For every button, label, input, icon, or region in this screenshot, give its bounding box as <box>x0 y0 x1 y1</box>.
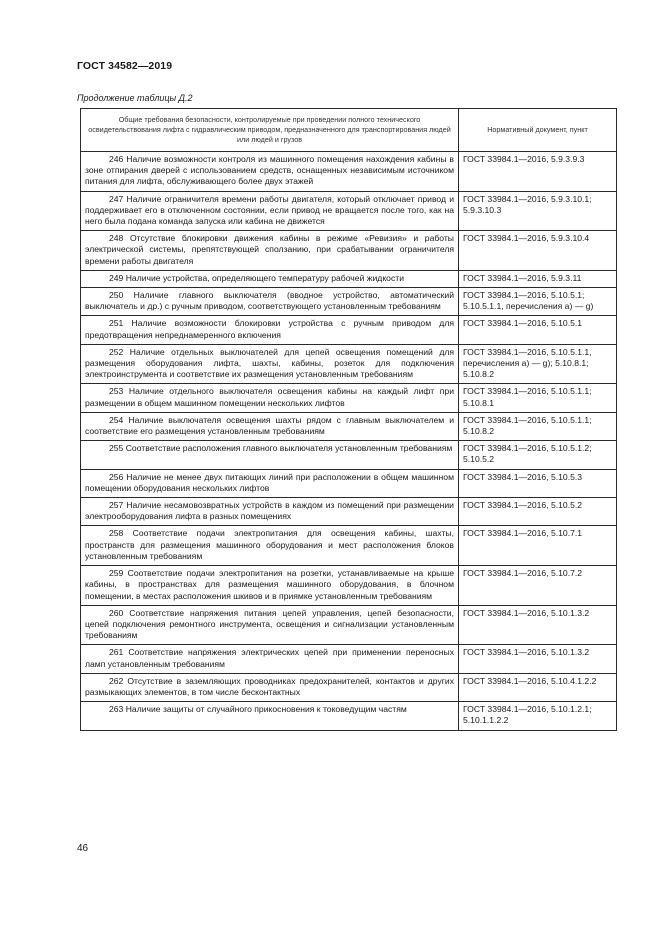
requirement-cell: 246 Наличие возможности контроля из машинного помещения нахождения кабины в зоне отпирания дверей с использованием средств, оснащенных независимым источником питания для лифта, обслуживающего более двух этажей <box>81 152 459 192</box>
table-row <box>81 231 617 271</box>
table-row <box>81 344 617 384</box>
table-caption: Продолжение таблицы Д.2 <box>77 93 193 103</box>
table-row <box>81 384 617 412</box>
requirement-cell: 253 Наличие отдельного выключателя освещения кабины на каждый лифт при размещении в общем машинном помещении нескольких лифтов <box>81 384 459 412</box>
document-cell: ГОСТ 33984.1—2016, 5.10.1.2.1; 5.10.1.1.2.2 <box>459 702 617 730</box>
document-cell: ГОСТ 33984.1—2016, 5.10.7.1 <box>459 526 617 566</box>
table-row <box>81 673 617 701</box>
document-cell: ГОСТ 33984.1—2016, 5.10.5.1.1; 5.10.8.1 <box>459 384 617 412</box>
requirement-cell: 258 Соответствие подачи электропитания для освещения кабины, шахты, пространств для размещения машинного оборудования и мест расположения блоков установленным требованиям <box>81 526 459 566</box>
requirement-cell: 261 Соответствие напряжения электрических цепей при применении переносных ламп установленным требованиям <box>81 645 459 673</box>
document-cell: ГОСТ 33984.1—2016, 5.10.5.2 <box>459 498 617 526</box>
requirement-cell: 247 Наличие ограничителя времени работы двигателя, который отключает привод и поддерживает его в отключенном состоянии, если привод не вращается после того, как на него была подана команда запуска или кабина не движется <box>81 191 459 231</box>
requirement-cell: 255 Соответствие расположения главного выключателя установленным требованиям <box>81 441 459 469</box>
document-cell: ГОСТ 33984.1—2016, 5.9.3.9.3 <box>459 152 617 192</box>
requirement-cell: 259 Соответствие подачи электропитания на розетки, устанавливаемые на крыше кабины, в пространствах для размещения машинного оборудования, в блочном помещении, в местах расположения шкивов и в приямке установленным требованиям <box>81 566 459 606</box>
document-cell: ГОСТ 33984.1—2016, 5.10.1.3.2 <box>459 645 617 673</box>
standard-code: ГОСТ 34582—2019 <box>77 60 173 72</box>
requirements-table <box>80 108 617 731</box>
requirement-cell: 251 Наличие возможности блокировки устройства с ручным приводом для предотвращения непреднамеренного включения <box>81 316 459 344</box>
document-cell: ГОСТ 33984.1—2016, 5.10.5.1.2; 5.10.5.2 <box>459 441 617 469</box>
document-cell: ГОСТ 33984.1—2016, 5.9.3.10.1; 5.9.3.10.3 <box>459 191 617 231</box>
table-row <box>81 412 617 440</box>
requirement-cell: 248 Отсутствие блокировки движения кабины в режиме «Ревизия» и работы электрической системы, препятствующей сползанию, при срабатывании ограничителя времени работы двигателя <box>81 231 459 271</box>
document-cell: ГОСТ 33984.1—2016, 5.10.7.2 <box>459 566 617 606</box>
table-header-row <box>81 109 617 152</box>
header-document: Нормативный документ, пункт <box>459 109 617 152</box>
table-row <box>81 645 617 673</box>
requirement-cell: 262 Отсутствие в заземляющих проводниках предохранителей, контактов и других размыкающих элементов, в том числе бесконтактных <box>81 673 459 701</box>
requirement-cell: 252 Наличие отдельных выключателей для цепей освещения помещений для размещения оборудования лифта, шахты, кабины, розеток для подключения электроинструмента и соответствие их размещения установленным требованиям <box>81 344 459 384</box>
table-row <box>81 288 617 316</box>
header-requirements: Общие требования безопасности, контролируемые при проведении полного технического освидетельствования лифта с гидравлическим приводом, предназначенного для транспортирования людей или людей и грузов <box>81 109 459 152</box>
requirement-cell: 254 Наличие выключателя освещения шахты рядом с главным выключателем и соответствие его размещения установленным требованиям <box>81 412 459 440</box>
table-row <box>81 702 617 730</box>
table-body <box>81 152 617 731</box>
table-row <box>81 316 617 344</box>
page-number: 46 <box>77 843 89 854</box>
document-cell: ГОСТ 33984.1—2016, 5.10.5.1; 5.10.5.1.1, перечисления а) — g) <box>459 288 617 316</box>
requirement-cell: 260 Соответствие напряжения питания цепей управления, цепей безопасности, цепей подключения ремонтного инструмента, освещения и сигнализации установленным требованиям <box>81 605 459 645</box>
document-cell: ГОСТ 33984.1—2016, 5.10.5.1.1, перечисления а) — g); 5.10.8.1; 5.10.8.2 <box>459 344 617 384</box>
table-row <box>81 469 617 497</box>
table-row <box>81 498 617 526</box>
table-row <box>81 526 617 566</box>
table-row <box>81 152 617 192</box>
requirement-cell: 263 Наличие защиты от случайного прикосновения к токоведущим частям <box>81 702 459 730</box>
document-cell: ГОСТ 33984.1—2016, 5.10.4.1.2.2 <box>459 673 617 701</box>
document-cell: ГОСТ 33984.1—2016, 5.10.1.3.2 <box>459 605 617 645</box>
table-row <box>81 566 617 606</box>
requirement-cell: 257 Наличие несамовозвратных устройств в каждом из помещений при размещении электрооборудования лифта в разных помещениях <box>81 498 459 526</box>
requirement-cell: 249 Наличие устройства, определяющего температуру рабочей жидкости <box>81 270 459 287</box>
document-cell: ГОСТ 33984.1—2016, 5.9.3.11 <box>459 270 617 287</box>
document-cell: ГОСТ 33984.1—2016, 5.10.5.3 <box>459 469 617 497</box>
table-row <box>81 270 617 287</box>
requirement-cell: 250 Наличие главного выключателя (вводное устройство, автоматический выключатель и др.) с ручным приводом, соответствующего установленным требованиям <box>81 288 459 316</box>
document-cell: ГОСТ 33984.1—2016, 5.9.3.10.4 <box>459 231 617 271</box>
table-row <box>81 191 617 231</box>
table-row <box>81 605 617 645</box>
table-row <box>81 441 617 469</box>
document-cell: ГОСТ 33984.1—2016, 5.10.5.1 <box>459 316 617 344</box>
requirement-cell: 256 Наличие не менее двух питающих линий при расположении в общем машинном помещении оборудования нескольких лифтов <box>81 469 459 497</box>
document-cell: ГОСТ 33984.1—2016, 5.10.5.1.1; 5.10.8.2 <box>459 412 617 440</box>
